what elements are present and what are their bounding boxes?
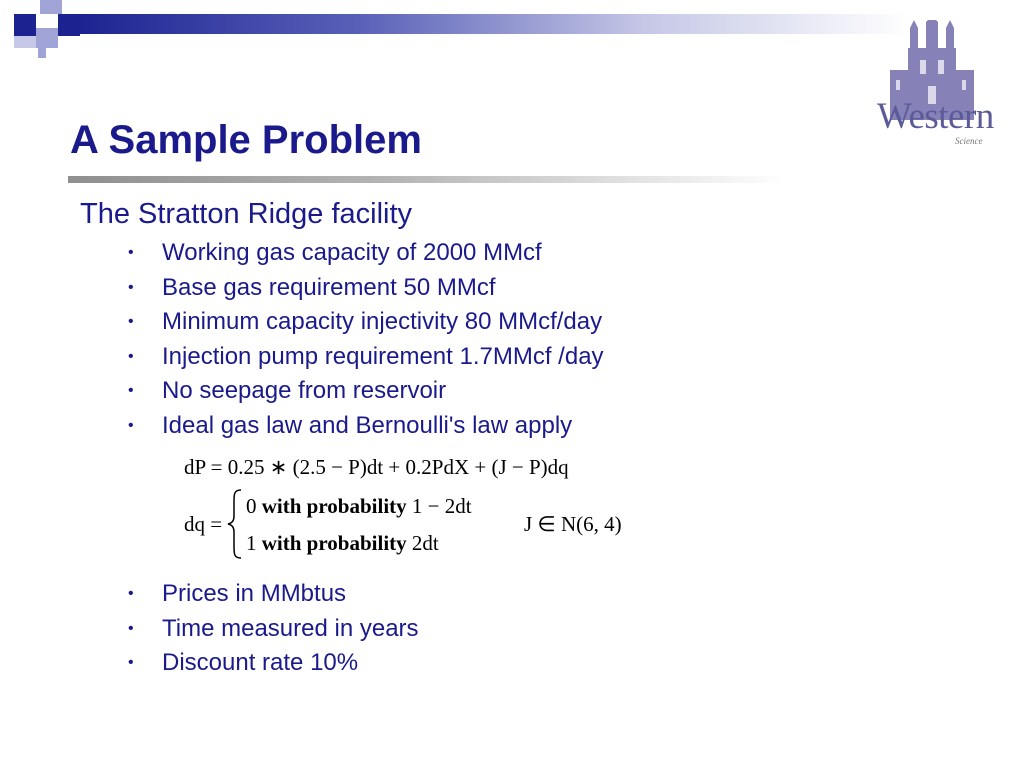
equation-case-zero: 0 with probability 1 − 2dt xyxy=(246,494,472,518)
equation-j-distribution: J ∈ N(6, 4) xyxy=(524,512,622,536)
bullet-list-top xyxy=(128,236,604,443)
bullet-icon: • xyxy=(128,654,134,671)
section-heading: The Stratton Ridge facility xyxy=(80,198,413,230)
equation-case-one: 1 with probability 2dt xyxy=(246,531,439,555)
list-item: • Ideal gas law and Bernoulli's law apply xyxy=(128,409,604,444)
left-brace-icon xyxy=(226,488,244,560)
bullet-icon: • xyxy=(128,585,134,602)
list-item: • Prices in MMbtus xyxy=(128,577,419,612)
list-item: • Time measured in years xyxy=(128,612,419,647)
slide-title: A Sample Problem xyxy=(70,118,422,162)
bullet-list-bottom xyxy=(128,577,419,681)
equation-dq-lhs: dq = xyxy=(184,512,223,536)
list-item: • Discount rate 10% xyxy=(128,646,419,681)
bullet-icon: • xyxy=(128,416,134,434)
bullet-icon: • xyxy=(128,244,134,261)
bullet-icon: • xyxy=(128,619,134,637)
bullet-icon: • xyxy=(128,278,134,296)
logo-subtitle: Science xyxy=(955,136,983,146)
title-underline xyxy=(68,176,788,183)
list-item: • No seepage from reservoir xyxy=(128,374,604,409)
list-item: • Working gas capacity of 2000 MMcf xyxy=(128,236,604,271)
logo-wordmark: Western xyxy=(877,96,994,137)
list-item: • Base gas requirement 50 MMcf xyxy=(128,271,604,306)
equation-dp: dP = 0.25 ∗ (2.5 − P)dt + 0.2PdX + (J − P)dq xyxy=(184,455,569,479)
bullet-icon: • xyxy=(128,313,134,330)
list-item: • Injection pump requirement 1.7MMcf /day xyxy=(128,340,604,375)
list-item: • Minimum capacity injectivity 80 MMcf/day xyxy=(128,305,604,340)
bullet-icon: • xyxy=(128,382,134,399)
bullet-icon: • xyxy=(128,347,134,365)
